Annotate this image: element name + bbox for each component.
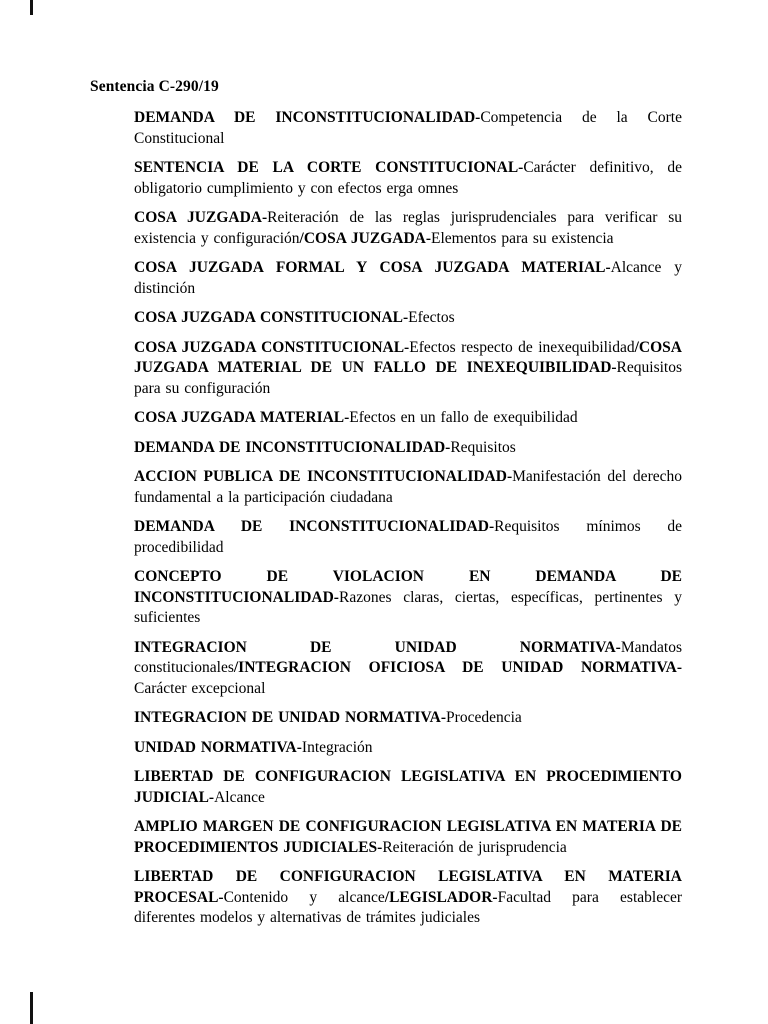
descriptor-heading-text: LIBERTAD DE CONFIGURACION LEGISLATIVA EN PROCEDIMIENTO JUDICIAL-: [134, 768, 682, 806]
descriptor-heading-text: LIBERTAD DE CONFIGURACION LEGISLATIVA EN MATERIA PROCESAL-: [134, 868, 682, 906]
descriptor-paragraph: [134, 467, 682, 508]
descriptor-paragraph: [134, 438, 682, 459]
descriptor-paragraph: [134, 517, 682, 558]
descriptor-paragraph: [134, 308, 682, 329]
descriptor-paragraph: [134, 708, 682, 729]
descriptor-paragraph: [134, 567, 682, 629]
descriptor-paragraph: [134, 158, 682, 199]
descriptor-detail-text: Integración: [301, 738, 373, 756]
descriptor-paragraph: [134, 638, 682, 700]
descriptor-heading-text: /INTEGRACION OFICIOSA DE UNIDAD NORMATIVA-: [233, 659, 682, 676]
descriptor-paragraph: [134, 108, 682, 149]
descriptor-heading-text: AMPLIO MARGEN DE CONFIGURACION LEGISLATIVA EN MATERIA DE PROCEDIMIENTOS JUDICIALES-: [134, 818, 682, 856]
descriptor-heading-text: COSA JUZGADA CONSTITUCIONAL-: [134, 309, 409, 326]
descriptor-detail-text: Reiteración de jurisprudencia: [382, 838, 567, 856]
descriptor-detail-text: Requisitos para su configuración: [134, 359, 682, 397]
descriptor-detail-text: Elementos para su existencia: [431, 229, 614, 247]
descriptor-paragraph: [134, 208, 682, 249]
descriptor-detail-text: Competencia de la Corte Constitucional: [134, 109, 682, 147]
descriptor-paragraph: [134, 408, 682, 429]
scan-artifact-bottom-left: [30, 992, 33, 1024]
descriptor-heading-text: INTEGRACION DE UNIDAD NORMATIVA-: [134, 638, 621, 656]
descriptor-paragraph: [134, 817, 682, 858]
descriptor-paragraph: [134, 258, 682, 299]
descriptor-detail-text: Alcance: [214, 788, 265, 806]
descriptor-detail-text: Razones claras, ciertas, específicas, pertinentes y suficientes: [134, 588, 682, 626]
scan-artifact-top-left: [30, 0, 33, 15]
descriptor-heading-text: COSA JUZGADA CONSTITUCIONAL-: [134, 338, 410, 356]
descriptor-heading-text: /COSA JUZGADA-: [299, 229, 432, 247]
descriptor-heading-text: COSA JUZGADA MATERIAL-: [134, 409, 350, 426]
descriptor-heading-text: COSA JUZGADA FORMAL Y COSA JUZGADA MATERIAL-: [134, 259, 611, 276]
descriptor-detail-text: Carácter definitivo, de obligatorio cumplimiento y con efectos erga omnes: [134, 159, 682, 197]
document-title: Sentencia C-290/19: [90, 78, 219, 95]
descriptor-heading-text: COSA JUZGADA-: [134, 209, 268, 226]
descriptor-paragraph: [134, 867, 682, 929]
document-body: [134, 108, 682, 938]
descriptor-heading-text: DEMANDA DE INCONSTITUCIONALIDAD-: [134, 518, 495, 535]
descriptor-heading-text: DEMANDA DE INCONSTITUCIONALIDAD-: [134, 109, 481, 126]
descriptor-heading-text: /LEGISLADOR-: [384, 888, 498, 906]
descriptor-detail-text: Efectos: [408, 309, 455, 326]
descriptor-detail-text: Requisitos: [450, 438, 516, 456]
descriptor-heading-text: UNIDAD NORMATIVA-: [134, 738, 302, 756]
descriptor-detail-text: Efectos en un fallo de exequibilidad: [349, 409, 578, 426]
descriptor-paragraph: [134, 738, 682, 759]
descriptor-paragraph: [134, 767, 682, 808]
descriptor-detail-text: Facultad para establecer diferentes modelos y alternativas de trámites judiciales: [134, 888, 682, 926]
descriptor-heading-text: SENTENCIA DE LA CORTE CONSTITUCIONAL-: [134, 159, 524, 176]
descriptor-heading-text: CONCEPTO DE VIOLACION EN DEMANDA DE INCONSTITUCIONALIDAD-: [134, 568, 682, 606]
descriptor-detail-text: Mandatos constitucionales: [134, 638, 682, 676]
descriptor-heading-text: DEMANDA DE INCONSTITUCIONALIDAD-: [134, 438, 451, 456]
descriptor-detail-text: Procedencia: [446, 709, 522, 726]
descriptor-detail-text: Manifestación del derecho fundamental a la participación ciudadana: [134, 468, 682, 506]
descriptor-detail-text: Efectos respecto de inexequibilidad: [409, 338, 635, 356]
descriptor-heading-text: INTEGRACION DE UNIDAD NORMATIVA-: [134, 709, 447, 726]
descriptor-detail-text: Contenido y alcance: [223, 888, 385, 906]
descriptor-paragraph: [134, 338, 682, 400]
descriptor-heading-text: ACCION PUBLICA DE INCONSTITUCIONALIDAD-: [134, 468, 513, 485]
descriptor-detail-text: Reiteración de las reglas jurisprudenciales para verificar su existencia y configuración: [134, 209, 682, 247]
descriptor-heading-text: /COSA JUZGADA MATERIAL DE UN FALLO DE INEXEQUIBILIDAD-: [134, 338, 682, 376]
descriptor-detail-text: Requisitos mínimos de procedibilidad: [134, 518, 682, 556]
descriptor-detail-text: Carácter excepcional: [134, 679, 266, 697]
descriptor-detail-text: Alcance y distinción: [134, 259, 682, 297]
